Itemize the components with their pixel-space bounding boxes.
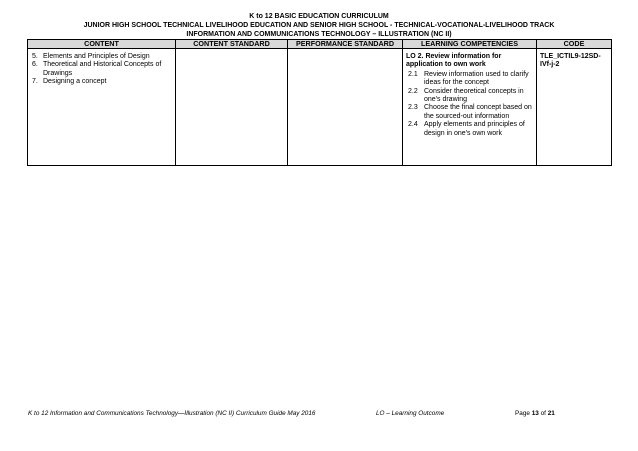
column-header-content-standard: CONTENT STANDARD [176,40,288,49]
content-cell [28,49,176,166]
competency-item [406,88,533,105]
footer-page-number [515,410,555,417]
current-page: 13 [531,410,539,417]
curriculum-table [27,39,612,166]
competency-item [406,121,533,138]
content-standard-cell [176,49,288,166]
list-item-number: 7. [32,78,38,86]
page-label: Page [515,410,530,417]
competency-item [406,71,533,88]
competency-text: Review information used to clarify ideas for the concept [424,70,529,87]
code-cell: TLE_ICTIL9-12SD-IVf-j-2 [537,49,612,166]
learning-outcome-title: LO 2. Review information for application to own work [406,53,502,69]
list-item-number: 6. [32,61,38,69]
table-header-row [28,40,612,49]
track-subtitle: JUNIOR HIGH SCHOOL TECHNICAL LIVELIHOOD EDUCATION AND SENIOR HIGH SCHOOL - TECHNICAL-VOCATIONAL-LIVELIHOOD TRACK [83,22,555,29]
list-item [31,53,172,61]
competency-number: 2.1 [408,70,418,78]
content-list [31,53,172,87]
column-header-code: CODE [537,40,612,49]
curriculum-title: K to 12 BASIC EDUCATION CURRICULUM [249,13,389,20]
list-item [31,61,172,78]
list-item-text: Designing a concept [43,78,107,86]
of-label: of [540,410,546,417]
specialization-subtitle: INFORMATION AND COMMUNICATIONS TECHNOLOGY – ILLUSTRATION (NC II) [186,31,452,38]
competency-number: 2.3 [408,104,418,112]
column-header-learning-competencies: LEARNING COMPETENCIES [403,40,537,49]
column-header-content: CONTENT [28,40,176,49]
column-header-performance-standard: PERFORMANCE STANDARD [288,40,403,49]
list-item-text: Theoretical and Historical Concepts of Drawings [43,61,162,77]
list-item-text: Elements and Principles of Design [43,53,150,60]
list-item [31,78,172,86]
competency-number: 2.4 [408,121,418,129]
performance-standard-cell [288,49,403,166]
footer-guide-title: K to 12 Information and Communications Technology—Illustration (NC II) Curriculum Guide May 2016 [28,410,316,417]
learning-competencies-cell [403,49,537,166]
competency-number: 2.2 [408,87,418,95]
total-pages: 21 [547,410,555,417]
competency-text: Apply elements and principles of design in one's own work [424,121,525,137]
competency-text: Consider theoretical concepts in one's drawing [424,87,524,104]
competency-text: Choose the final concept based on the sourced-out information [424,104,532,120]
list-item-number: 5. [32,53,38,60]
competency-item [406,104,533,121]
footer-abbreviation: LO – Learning Outcome [376,410,445,417]
table-row [28,49,612,166]
